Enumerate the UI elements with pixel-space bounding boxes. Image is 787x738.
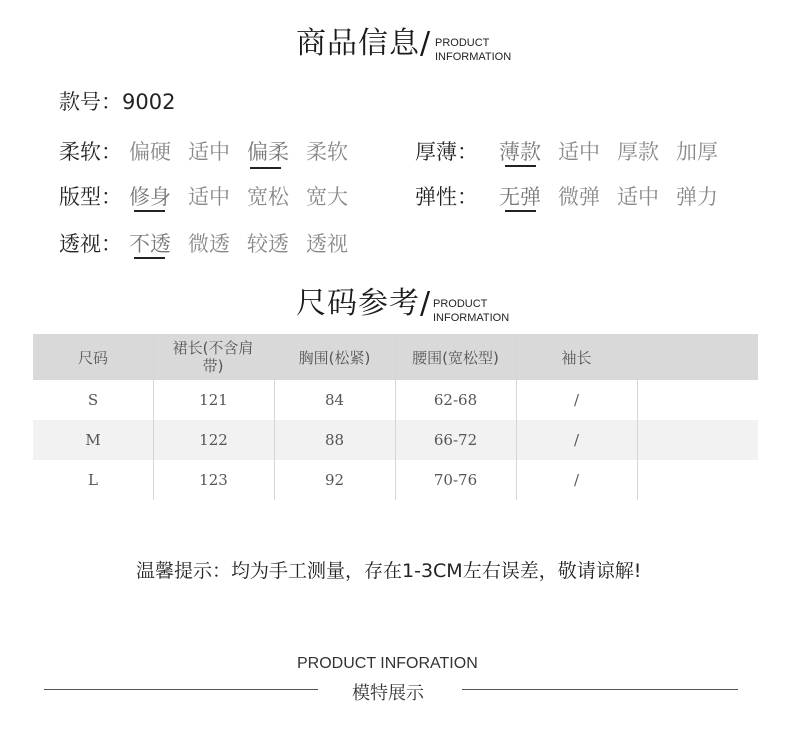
thickness-option-3: 厚款 [617, 140, 659, 164]
fit-option-3: 宽松 [247, 185, 289, 209]
table-cell: S [87, 391, 99, 409]
transparency-selected-underline [134, 257, 165, 259]
style-number-label: 款号： [59, 90, 122, 114]
thickness-option-4: 加厚 [676, 140, 718, 164]
style-number [59, 86, 175, 116]
softness-option-4: 柔软 [306, 140, 348, 164]
softness-selected-underline [250, 167, 281, 169]
footer-right-rule [462, 689, 738, 690]
product-info-subtitle-line1: PRODUCT [435, 37, 490, 49]
table-cell: 84 [324, 391, 345, 409]
header-sleeve: 袖长 [561, 349, 592, 367]
fit-option-1-selected: 修身 [129, 185, 171, 209]
softness-label: 柔软： [59, 140, 122, 164]
header-waist: 腰围(宽松型) [412, 349, 499, 367]
fit-option-4: 宽大 [306, 185, 348, 209]
table-cell: 123 [199, 471, 228, 489]
table-cell: 66-72 [433, 431, 478, 449]
table-cell: 121 [199, 391, 228, 409]
measurement-tip: 温馨提示：均为手工测量，存在1-3CM左右误差，敬请谅解! [136, 560, 642, 582]
product-info-title: 商品信息/ [296, 26, 432, 61]
product-info-subtitle-line2: INFORMATION [435, 51, 512, 63]
style-number-value: 9002 [122, 90, 176, 114]
table-divider [637, 334, 638, 500]
size-chart-subtitle-line1: PRODUCT [433, 298, 488, 310]
fit-selected-underline [134, 210, 165, 212]
table-cell: / [573, 471, 580, 489]
elasticity-option-3: 适中 [617, 185, 659, 209]
thickness-selected-underline [505, 165, 536, 167]
transparency-option-3: 较透 [247, 232, 289, 256]
product-info-subtitle [435, 36, 511, 64]
table-cell: / [573, 391, 580, 409]
table-cell: / [573, 431, 580, 449]
table-cell: M [85, 431, 101, 449]
transparency-label: 透视： [59, 232, 122, 256]
transparency-option-4: 透视 [306, 232, 348, 256]
elasticity-option-4: 弹力 [676, 185, 718, 209]
transparency-option-1-selected: 不透 [129, 232, 171, 256]
table-cell: L [88, 471, 98, 489]
table-cell: 62-68 [433, 391, 478, 409]
elasticity-selected-underline [505, 210, 536, 212]
size-chart-title: 尺码参考/ [296, 286, 432, 321]
thickness-option-2: 适中 [558, 140, 600, 164]
softness-option-3-selected: 偏柔 [247, 140, 289, 164]
table-cell: 92 [324, 471, 345, 489]
header-bust: 胸围(松紧) [298, 349, 371, 367]
fit-label: 版型： [59, 185, 122, 209]
footer-left-rule [44, 689, 318, 690]
table-cell: 88 [324, 431, 345, 449]
header-size: 尺码 [77, 349, 108, 367]
footer-english-title: PRODUCT INFORATION [297, 655, 478, 672]
thickness-label: 厚薄： [415, 140, 478, 164]
softness-option-1: 偏硬 [129, 140, 171, 164]
table-cell: 70-76 [433, 471, 478, 489]
header-length: 裙长(不含肩带) [172, 339, 254, 375]
elasticity-label: 弹性： [415, 185, 478, 209]
elasticity-option-2: 微弹 [558, 185, 600, 209]
size-chart-subtitle-line2: INFORMATION [433, 312, 510, 324]
softness-option-2: 适中 [188, 140, 230, 164]
footer-chinese-title: 模特展示 [352, 683, 424, 704]
thickness-option-1-selected: 薄款 [499, 140, 541, 164]
table-cell: 122 [199, 431, 228, 449]
fit-option-2: 适中 [188, 185, 230, 209]
transparency-option-2: 微透 [188, 232, 230, 256]
size-chart-subtitle [433, 297, 509, 325]
elasticity-option-1-selected: 无弹 [499, 185, 541, 209]
